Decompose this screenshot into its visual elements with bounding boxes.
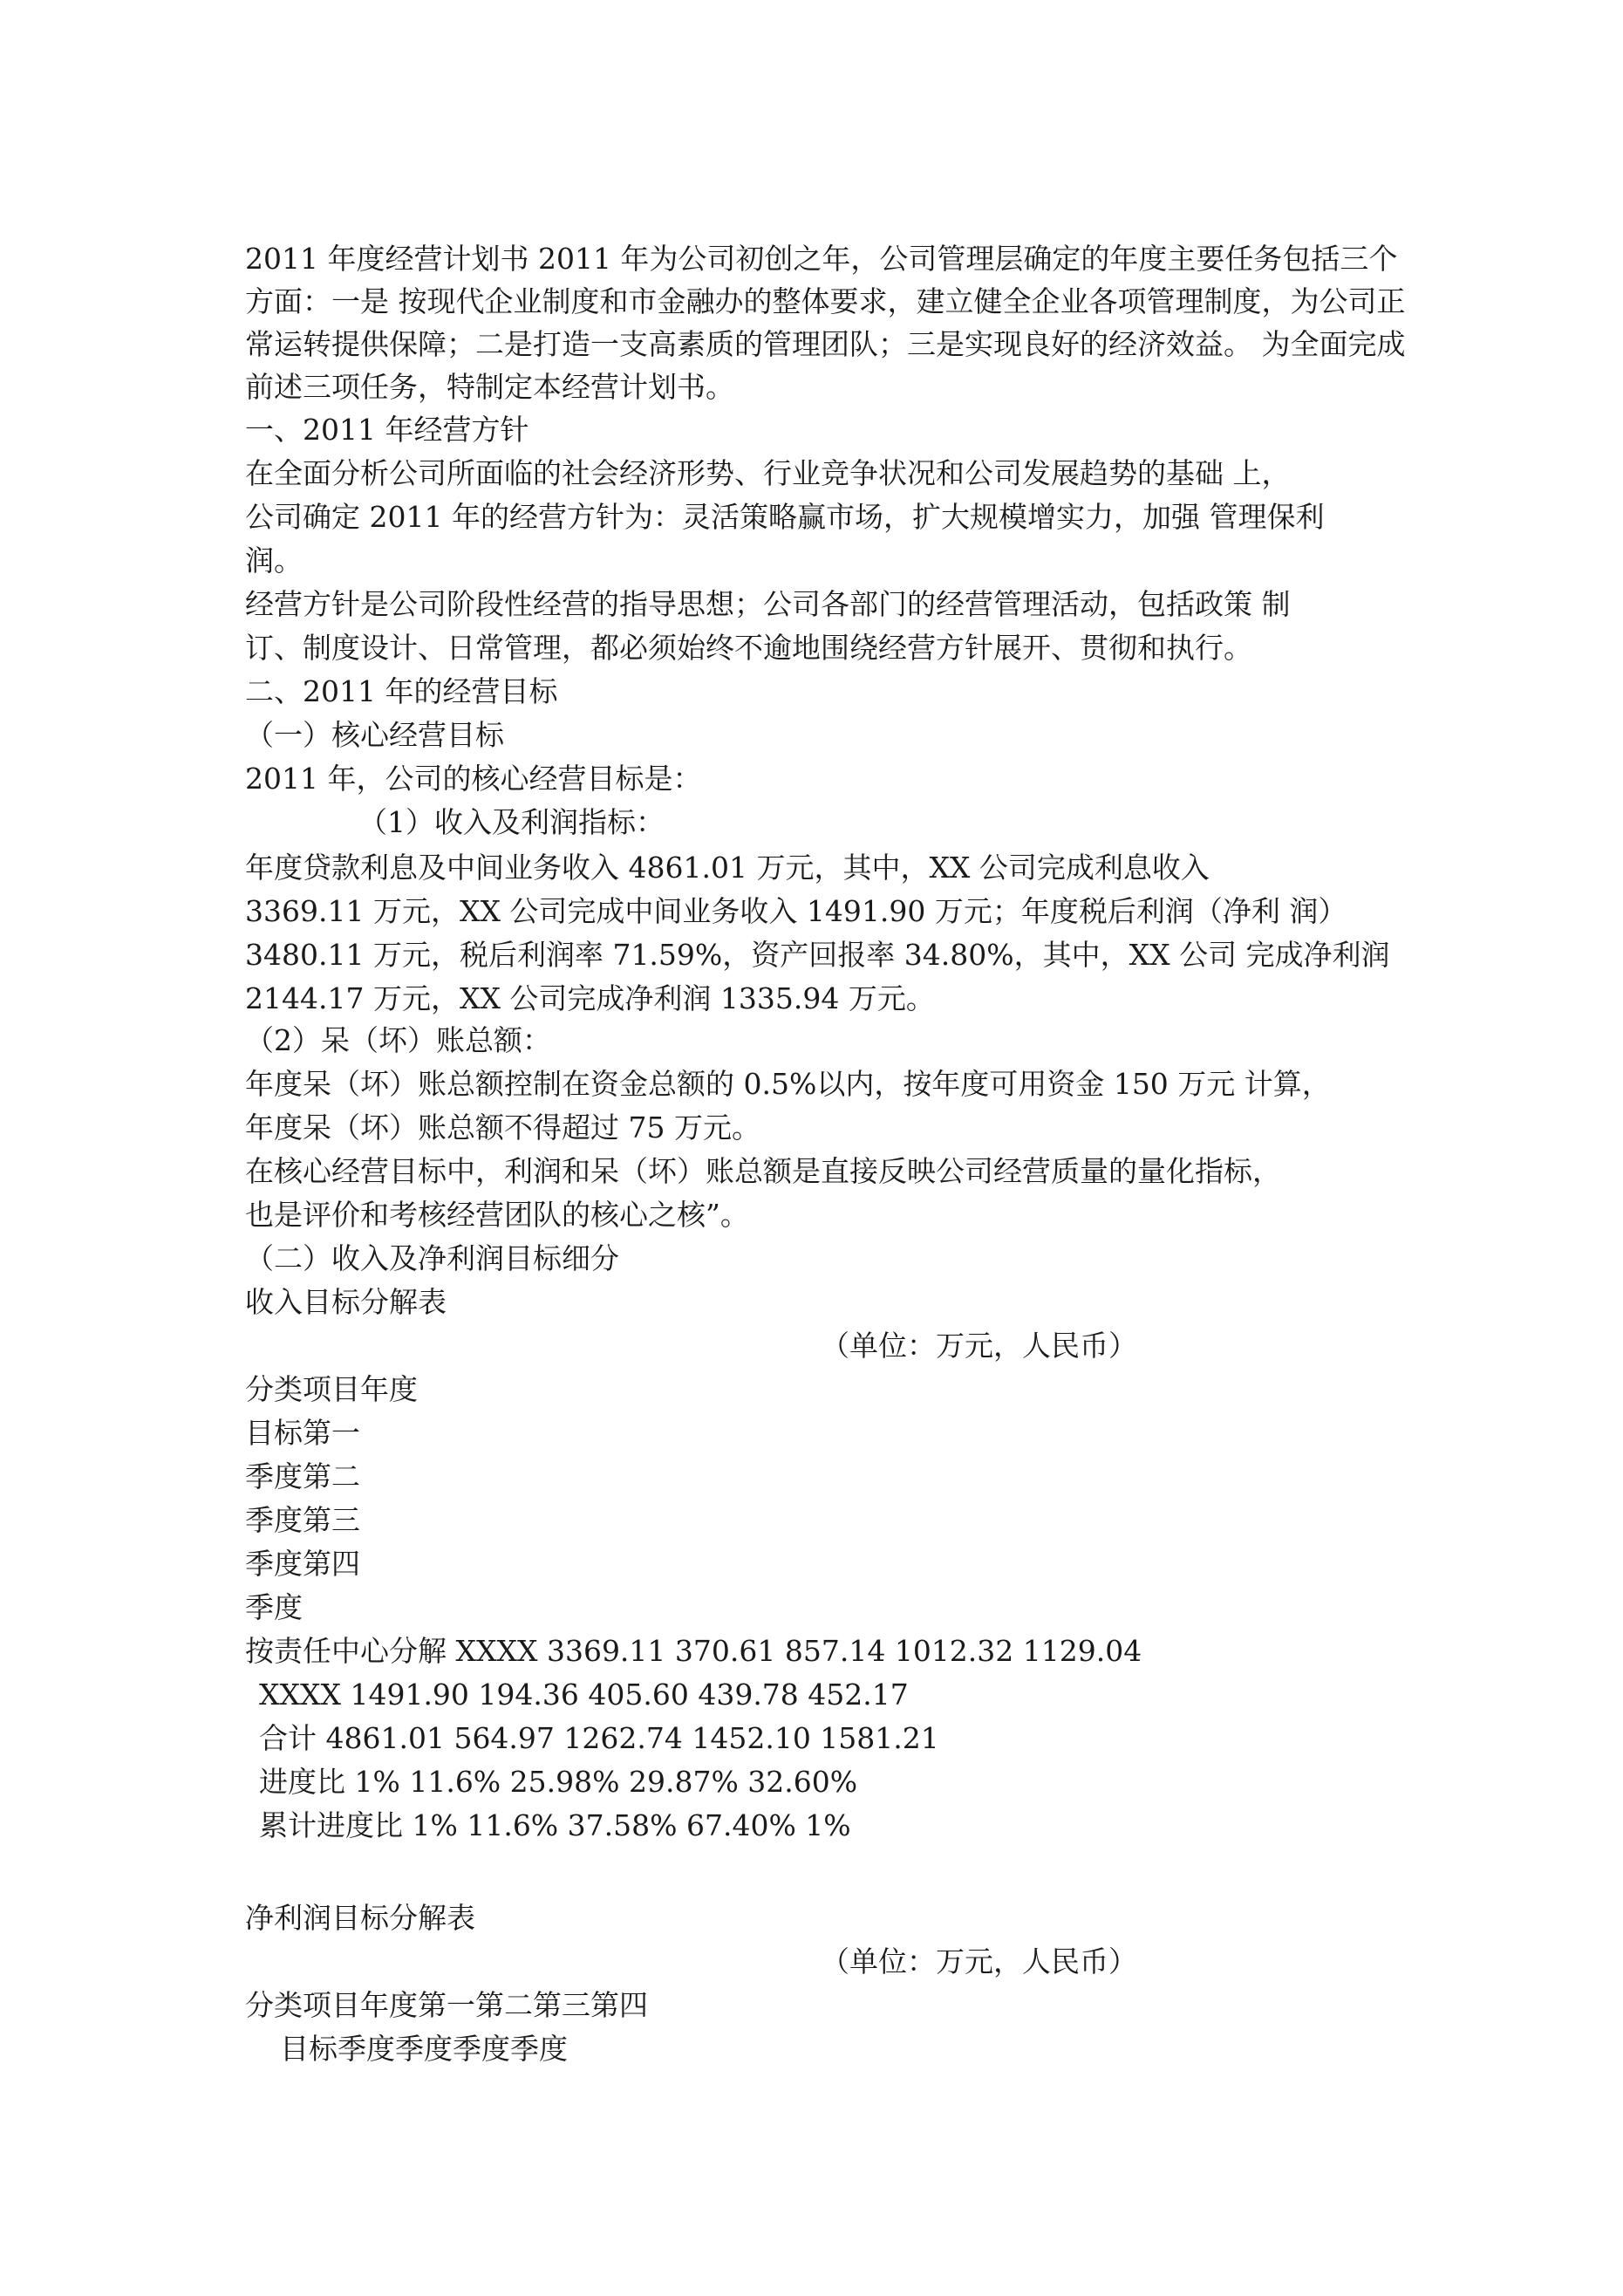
table-1-row-4: 进度比 1% 11.6% 25.98% 29.87% 32.60% [259,1765,858,1799]
table-1-row-2: XXXX 1491.90 194.36 405.60 439.78 452.17 [259,1678,909,1712]
section-2-title: 二、2011 年的经营目标 [245,674,558,708]
item-2-line-3: 在核心经营目标中，利润和呆（坏）账总额是直接反映公司经营质量的量化指标， [245,1154,1281,1188]
document-page [245,237,1414,2071]
item-2-line-2: 年度呆（坏）账总额不得超过 75 万元。 [245,1110,760,1145]
s1-paragraph-1-line-2: 公司确定 2011 年的经营方针为：灵活策略赢市场，扩大规模增实力，加强 管理保利 [245,500,1325,534]
core-goal-intro: 2011 年，公司的核心经营目标是： [245,762,702,796]
table-2-title: 净利润目标分解表 [245,1901,475,1935]
table-1-header-3: 季度第二 [245,1459,360,1493]
spacer [245,1848,1414,1896]
table-1-row-5: 累计进度比 1% 11.6% 37.58% 67.40% 1% [259,1808,851,1842]
table-1-row-1: 按责任中心分解 XXXX 3369.11 370.61 857.14 1012.32 1129.04 [245,1634,1142,1668]
section-1-title: 一、2011 年经营方针 [245,413,529,447]
subsection-core-goal: （一）核心经营目标 [245,718,504,752]
s1-paragraph-2-line-2: 订、制度设计、日常管理，都必须始终不逾地围绕经营方针展开、贯彻和执行。 [245,631,1252,665]
item-income-profit-title: （1）收入及利润指标： [358,805,665,839]
item-1-line-1: 年度贷款利息及中间业务收入 4861.01 万元，其中，XX 公司完成利息收入 [245,851,1210,885]
table-2-header-1: 分类项目年度第一第二第三第四 [245,1988,648,2022]
subsection-breakdown: （二）收入及净利润目标细分 [245,1241,619,1275]
item-2-line-1: 年度呆（坏）账总额控制在资金总额的 0.5%以内，按年度可用资金 150 万元 计算， [245,1067,1331,1101]
item-1-line-4: 2144.17 万元，XX 公司完成净利润 1335.94 万元。 [245,981,935,1015]
s1-paragraph-1-line-3: 润。 [245,543,303,577]
table-2-header-2: 目标季度季度季度季度 [280,2032,568,2066]
table-1-header-1: 分类项目年度 [245,1372,418,1406]
table-1-header-6: 季度 [245,1590,303,1624]
item-1-line-3: 3480.11 万元，税后利润率 71.59%，资产回报率 34.80%，其中，XX 公司 完成净利润 [245,938,1390,972]
table-2-unit: （单位：万元，人民币） [821,1944,1137,1978]
table-1-header-4: 季度第三 [245,1503,360,1537]
item-bad-debt-title: （2）呆（坏）账总额： [245,1023,551,1057]
table-1-header-5: 季度第四 [245,1547,360,1581]
s1-paragraph-1-line-1: 在全面分析公司所面临的社会经济形势、行业竞争状况和公司发展趋势的基础 上， [245,456,1291,490]
table-1-row-3: 合计 4861.01 564.97 1262.74 1452.10 1581.21 [259,1721,939,1755]
item-1-line-2: 3369.11 万元，XX 公司完成中间业务收入 1491.90 万元；年度税后利润（净利 润） [245,894,1347,928]
table-1-header-2: 目标第一 [245,1416,360,1450]
table-1-title: 收入目标分解表 [245,1285,447,1319]
s1-paragraph-2-line-1: 经营方针是公司阶段性经营的指导思想；公司各部门的经营管理活动，包括政策 制 [245,587,1291,621]
table-1-unit: （单位：万元，人民币） [821,1329,1137,1363]
item-2-line-4: 也是评价和考核经营团队的核心之核”。 [245,1198,749,1232]
intro-paragraph: 2011 年度经营计划书 2011 年为公司初创之年，公司管理层确定的年度主要任务包括三个方面：一是 按现代企业制度和市金融办的整体要求，建立健全企业各项管理制度，为公司正 常运转提供保障；二是打造一支高素质的管理团队；三是实现良好的经济效益。 为全面完成前述三项任务，特制定本经营计划书。 [245,242,1406,404]
